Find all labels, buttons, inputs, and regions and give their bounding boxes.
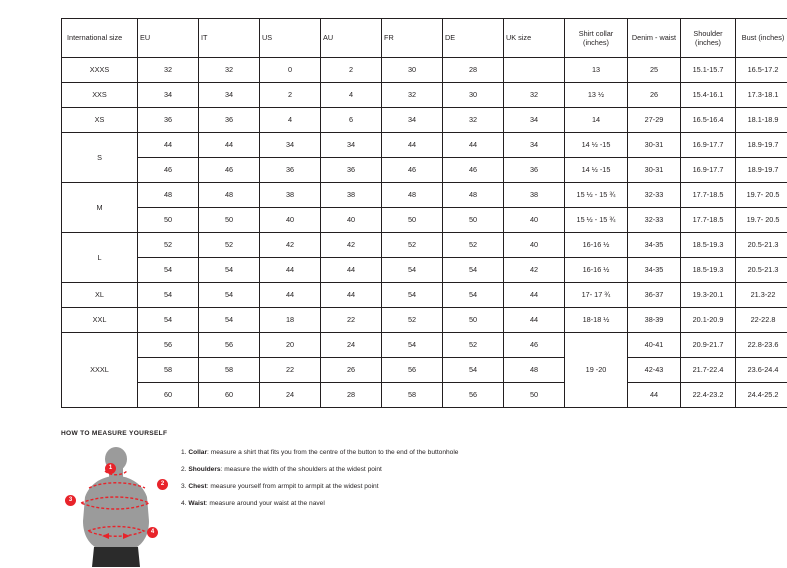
size-chart-table <box>61 18 787 408</box>
cell-us: 44 <box>260 283 321 308</box>
table-row <box>62 258 787 283</box>
cell-denim-waist: 34-35 <box>628 258 681 283</box>
cell-eu: 48 <box>138 183 199 208</box>
cell-shoulder: 15.1-15.7 <box>681 58 736 83</box>
cell-au: 28 <box>321 383 382 408</box>
cell-au: 22 <box>321 308 382 333</box>
instruction-item <box>181 449 458 458</box>
cell-bust: 19.7- 20.5 <box>736 183 787 208</box>
table-row <box>62 308 787 333</box>
cell-eu: 56 <box>138 333 199 358</box>
cell-de: 50 <box>443 308 504 333</box>
measurement-figure <box>61 443 171 568</box>
cell-denim-waist: 30-31 <box>628 158 681 183</box>
how-to-measure-section <box>61 430 761 568</box>
cell-fr: 54 <box>382 333 443 358</box>
cell-au: 26 <box>321 358 382 383</box>
cell-au: 44 <box>321 283 382 308</box>
cell-shirt-collar: 17- 17 ¾ <box>565 283 628 308</box>
marker-1-collar: 1 <box>105 463 116 474</box>
cell-it: 44 <box>199 133 260 158</box>
cell-us: 22 <box>260 358 321 383</box>
table-row <box>62 58 787 83</box>
cell-shirt-collar: 13 ½ <box>565 83 628 108</box>
column-header-shoulder: Shoulder (inches) <box>681 19 736 58</box>
cell-de: 56 <box>443 383 504 408</box>
cell-denim-waist: 26 <box>628 83 681 108</box>
cell-shoulder: 18.5-19.3 <box>681 258 736 283</box>
cell-au: 6 <box>321 108 382 133</box>
cell-us: 2 <box>260 83 321 108</box>
instruction-text: : measure a shirt that fits you from the centre of the button to the end of the buttonhole <box>207 449 458 456</box>
cell-denim-waist: 38-39 <box>628 308 681 333</box>
how-to-measure-title: HOW TO MEASURE YOURSELF <box>61 430 761 437</box>
cell-eu: 58 <box>138 358 199 383</box>
instruction-item <box>181 500 458 509</box>
cell-de: 48 <box>443 183 504 208</box>
cell-it: 54 <box>199 283 260 308</box>
cell-shirt-collar: 13 <box>565 58 628 83</box>
cell-fr: 50 <box>382 208 443 233</box>
cell-bust: 20.5-21.3 <box>736 233 787 258</box>
cell-shoulder: 16.5-16.4 <box>681 108 736 133</box>
cell-shirt-collar: 16-16 ½ <box>565 233 628 258</box>
cell-au: 44 <box>321 258 382 283</box>
cell-de: 30 <box>443 83 504 108</box>
cell-shoulder: 17.7-18.5 <box>681 208 736 233</box>
cell-bust: 18.9-19.7 <box>736 133 787 158</box>
cell-uk: 50 <box>504 383 565 408</box>
cell-denim-waist: 42-43 <box>628 358 681 383</box>
cell-it: 50 <box>199 208 260 233</box>
cell-fr: 54 <box>382 258 443 283</box>
cell-uk: 40 <box>504 233 565 258</box>
cell-uk: 36 <box>504 158 565 183</box>
cell-shirt-collar: 14 ½ -15 <box>565 133 628 158</box>
cell-denim-waist: 25 <box>628 58 681 83</box>
cell-denim-waist: 36-37 <box>628 283 681 308</box>
cell-it: 58 <box>199 358 260 383</box>
cell-uk: 46 <box>504 333 565 358</box>
cell-fr: 56 <box>382 358 443 383</box>
cell-eu: 36 <box>138 108 199 133</box>
cell-au: 34 <box>321 133 382 158</box>
cell-au: 42 <box>321 233 382 258</box>
table-row <box>62 83 787 108</box>
instruction-number: 1. <box>181 449 188 456</box>
cell-eu: 46 <box>138 158 199 183</box>
marker-2-shoulders: 2 <box>157 479 168 490</box>
instruction-text: : measure the width of the shoulders at the widest point <box>221 466 382 473</box>
cell-shirt-collar: 14 ½ -15 <box>565 158 628 183</box>
cell-de: 50 <box>443 208 504 233</box>
cell-international-size: XXS <box>62 83 138 108</box>
cell-uk: 42 <box>504 258 565 283</box>
cell-denim-waist: 40-41 <box>628 333 681 358</box>
cell-it: 48 <box>199 183 260 208</box>
cell-de: 32 <box>443 108 504 133</box>
cell-us: 40 <box>260 208 321 233</box>
cell-fr: 44 <box>382 133 443 158</box>
instruction-text: : measure around your waist at the navel <box>206 500 325 507</box>
instruction-number: 2. <box>181 466 188 473</box>
cell-de: 54 <box>443 358 504 383</box>
table-row <box>62 183 787 208</box>
table-row <box>62 133 787 158</box>
cell-au: 38 <box>321 183 382 208</box>
instruction-text: : measure yourself from armpit to armpit at the widest point <box>207 483 379 490</box>
table-header-row <box>62 19 787 58</box>
cell-international-size: XS <box>62 108 138 133</box>
cell-international-size: S <box>62 133 138 183</box>
cell-uk: 44 <box>504 308 565 333</box>
cell-it: 34 <box>199 83 260 108</box>
cell-bust: 21.3-22 <box>736 283 787 308</box>
marker-3-chest: 3 <box>65 495 76 506</box>
table-row <box>62 333 787 358</box>
cell-de: 44 <box>443 133 504 158</box>
cell-fr: 46 <box>382 158 443 183</box>
cell-shoulder: 19.3-20.1 <box>681 283 736 308</box>
instruction-number: 3. <box>181 483 188 490</box>
cell-denim-waist: 30-31 <box>628 133 681 158</box>
table-header <box>62 19 787 58</box>
cell-it: 60 <box>199 383 260 408</box>
cell-us: 34 <box>260 133 321 158</box>
cell-shoulder: 18.5-19.3 <box>681 233 736 258</box>
cell-fr: 48 <box>382 183 443 208</box>
cell-international-size: L <box>62 233 138 283</box>
cell-us: 20 <box>260 333 321 358</box>
cell-uk: 44 <box>504 283 565 308</box>
instruction-label: Collar <box>188 449 207 456</box>
column-header-fr: FR <box>382 19 443 58</box>
cell-international-size: XXXL <box>62 333 138 408</box>
cell-shirt-collar: 16-16 ½ <box>565 258 628 283</box>
cell-fr: 30 <box>382 58 443 83</box>
cell-eu: 60 <box>138 383 199 408</box>
cell-bust: 18.9-19.7 <box>736 158 787 183</box>
cell-shirt-collar: 15 ½ - 15 ¾ <box>565 208 628 233</box>
table-row <box>62 383 787 408</box>
cell-de: 52 <box>443 333 504 358</box>
cell-de: 54 <box>443 258 504 283</box>
cell-de: 28 <box>443 58 504 83</box>
instruction-label: Waist <box>188 500 205 507</box>
cell-denim-waist: 27-29 <box>628 108 681 133</box>
cell-bust: 19.7- 20.5 <box>736 208 787 233</box>
cell-uk: 40 <box>504 208 565 233</box>
cell-denim-waist: 34-35 <box>628 233 681 258</box>
cell-uk: 32 <box>504 83 565 108</box>
column-header-bust: Bust (inches) <box>736 19 787 58</box>
cell-fr: 52 <box>382 308 443 333</box>
instruction-item <box>181 466 458 475</box>
column-header-international-size: International size <box>62 19 138 58</box>
table-row <box>62 358 787 383</box>
cell-shoulder: 17.7-18.5 <box>681 183 736 208</box>
cell-eu: 54 <box>138 283 199 308</box>
cell-uk: 34 <box>504 108 565 133</box>
cell-au: 24 <box>321 333 382 358</box>
cell-bust: 17.3-18.1 <box>736 83 787 108</box>
table-row <box>62 233 787 258</box>
cell-us: 18 <box>260 308 321 333</box>
marker-4-waist: 4 <box>147 527 158 538</box>
column-header-au: AU <box>321 19 382 58</box>
cell-bust: 16.5-17.2 <box>736 58 787 83</box>
cell-uk: 34 <box>504 133 565 158</box>
cell-shoulder: 16.9-17.7 <box>681 133 736 158</box>
cell-denim-waist: 32-33 <box>628 183 681 208</box>
table-body <box>62 58 787 408</box>
measurement-instructions <box>181 443 458 517</box>
column-header-eu: EU <box>138 19 199 58</box>
cell-shirt-collar: 18-18 ½ <box>565 308 628 333</box>
cell-fr: 32 <box>382 83 443 108</box>
cell-uk: 38 <box>504 183 565 208</box>
cell-au: 4 <box>321 83 382 108</box>
cell-eu: 50 <box>138 208 199 233</box>
column-header-denim-waist: Denim - waist <box>628 19 681 58</box>
column-header-uk-size: UK size <box>504 19 565 58</box>
cell-fr: 34 <box>382 108 443 133</box>
cell-bust: 22-22.8 <box>736 308 787 333</box>
cell-us: 42 <box>260 233 321 258</box>
table-row <box>62 108 787 133</box>
cell-uk <box>504 58 565 83</box>
cell-shoulder: 16.9-17.7 <box>681 158 736 183</box>
cell-de: 54 <box>443 283 504 308</box>
cell-fr: 58 <box>382 383 443 408</box>
cell-au: 2 <box>321 58 382 83</box>
cell-it: 52 <box>199 233 260 258</box>
cell-it: 46 <box>199 158 260 183</box>
cell-shoulder: 15.4-16.1 <box>681 83 736 108</box>
cell-denim-waist: 32-33 <box>628 208 681 233</box>
cell-international-size: XL <box>62 283 138 308</box>
cell-bust: 18.1-18.9 <box>736 108 787 133</box>
cell-it: 36 <box>199 108 260 133</box>
cell-au: 40 <box>321 208 382 233</box>
cell-us: 24 <box>260 383 321 408</box>
cell-shirt-collar: 15 ½ - 15 ¾ <box>565 183 628 208</box>
cell-eu: 54 <box>138 258 199 283</box>
cell-us: 0 <box>260 58 321 83</box>
cell-it: 54 <box>199 258 260 283</box>
cell-uk: 48 <box>504 358 565 383</box>
cell-eu: 52 <box>138 233 199 258</box>
cell-denim-waist: 44 <box>628 383 681 408</box>
cell-it: 54 <box>199 308 260 333</box>
cell-us: 38 <box>260 183 321 208</box>
cell-us: 44 <box>260 258 321 283</box>
table-row <box>62 158 787 183</box>
cell-shoulder: 21.7-22.4 <box>681 358 736 383</box>
cell-us: 4 <box>260 108 321 133</box>
instruction-item <box>181 483 458 492</box>
instruction-label: Chest <box>188 483 206 490</box>
table-row <box>62 283 787 308</box>
cell-shoulder: 22.4-23.2 <box>681 383 736 408</box>
cell-shoulder: 20.1-20.9 <box>681 308 736 333</box>
how-to-measure-body <box>61 443 761 568</box>
cell-shoulder: 20.9-21.7 <box>681 333 736 358</box>
instruction-number: 4. <box>181 500 188 507</box>
cell-bust: 24.4-25.2 <box>736 383 787 408</box>
cell-shirt-collar: 14 <box>565 108 628 133</box>
cell-eu: 54 <box>138 308 199 333</box>
cell-international-size: XXXS <box>62 58 138 83</box>
cell-de: 46 <box>443 158 504 183</box>
cell-au: 36 <box>321 158 382 183</box>
cell-international-size: XXL <box>62 308 138 333</box>
column-header-us: US <box>260 19 321 58</box>
cell-us: 36 <box>260 158 321 183</box>
column-header-de: DE <box>443 19 504 58</box>
cell-eu: 34 <box>138 83 199 108</box>
column-header-it: IT <box>199 19 260 58</box>
cell-it: 56 <box>199 333 260 358</box>
cell-bust: 22.8-23.6 <box>736 333 787 358</box>
instruction-label: Shoulders <box>188 466 220 473</box>
table-row <box>62 208 787 233</box>
cell-bust: 20.5-21.3 <box>736 258 787 283</box>
cell-shirt-collar: 19 -20 <box>565 333 628 408</box>
cell-fr: 52 <box>382 233 443 258</box>
column-header-shirt-collar: Shirt collar (inches) <box>565 19 628 58</box>
cell-fr: 54 <box>382 283 443 308</box>
cell-international-size: M <box>62 183 138 233</box>
cell-de: 52 <box>443 233 504 258</box>
cell-it: 32 <box>199 58 260 83</box>
torso-illustration-icon <box>61 443 171 568</box>
cell-bust: 23.6-24.4 <box>736 358 787 383</box>
cell-eu: 32 <box>138 58 199 83</box>
cell-eu: 44 <box>138 133 199 158</box>
